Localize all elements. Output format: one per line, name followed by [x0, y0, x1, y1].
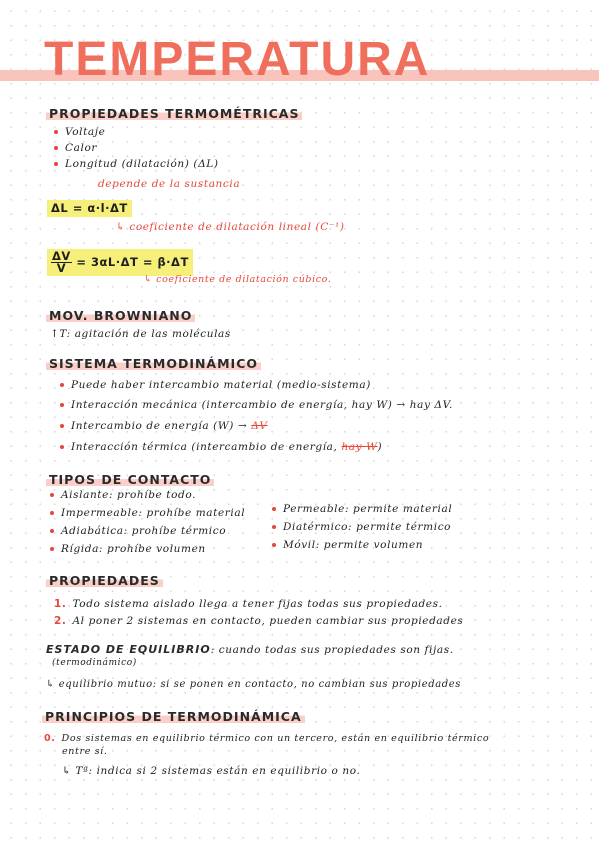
- bullet-icon: [272, 507, 276, 511]
- formula-dilatacion-cubica: $\frac{\Delta V}{V}$ = 3αL·ΔT = β·ΔT: [47, 249, 193, 276]
- bullet-icon: [60, 424, 64, 428]
- bullet-icon: [54, 130, 58, 134]
- bullet-icon: [60, 445, 64, 449]
- section-note: ↳ equilibrio mutuo: si se ponen en contacto, no cambian sus propiedades: [46, 679, 462, 690]
- list-item: Móvil: permite volumen: [272, 539, 423, 552]
- struck-text: hay W: [341, 441, 378, 453]
- list-item: Aislante: prohíbe todo.: [50, 489, 196, 502]
- section-heading-propiedades: PROPIEDADES: [46, 573, 163, 588]
- formula-dilatacion-lineal: ΔL = α·l·ΔT: [47, 200, 132, 217]
- bullet-icon: [272, 543, 276, 547]
- list-item: 2. Al poner 2 sistemas en contacto, pueden cambiar sus propiedades: [54, 615, 464, 627]
- bullet-icon: [272, 525, 276, 529]
- bullet-icon: [50, 529, 54, 533]
- bullet-icon: [54, 146, 58, 150]
- list-item: Diatérmico: permite térmico: [272, 521, 451, 534]
- section-heading-mov-browniano: MOV. BROWNIANO: [46, 308, 195, 323]
- list-item: Permeable: permite material: [272, 503, 452, 516]
- bullet-icon: [60, 403, 64, 407]
- list-item: 1. Todo sistema aislado llega a tener fijas todas sus propiedades.: [54, 598, 443, 610]
- heading-suffix: (termodinámico): [52, 658, 137, 668]
- bullet-icon: [50, 547, 54, 551]
- fraction: $\frac{\Delta V}{V}$: [52, 249, 71, 275]
- bullet-icon: [54, 162, 58, 166]
- bullet-icon: [60, 383, 64, 387]
- struck-text: ΔV: [251, 420, 268, 432]
- page-title: TEMPERATURA: [44, 33, 431, 86]
- section-heading-propiedades-termometricas: PROPIEDADES TERMOMÉTRICAS: [46, 106, 302, 121]
- list-item: Adiabática: prohíbe térmico: [50, 525, 226, 538]
- note-red: depende de la sustancia: [98, 178, 241, 190]
- bullet-icon: [50, 511, 54, 515]
- section-heading-sistema-termodinamico: SISTEMA TERMODINÁMICO: [46, 356, 261, 371]
- list-item: Impermeable: prohíbe material: [50, 507, 245, 520]
- formula-note: ↳ coeficiente de dilatación cúbico.: [144, 274, 332, 285]
- principle-zero: 0. Dos sistemas en equilibrio térmico con un tercero, están en equilibrio térmico: [44, 733, 490, 744]
- list-item: Intercambio de energía (W) → ΔV: [60, 420, 268, 433]
- section-heading-tipos-de-contacto: TIPOS DE CONTACTO: [46, 472, 214, 487]
- list-item: Interacción mecánica (intercambio de energía, hay W) → hay ΔV.: [60, 399, 453, 412]
- principle-zero-cont: entre sí.: [62, 746, 108, 757]
- list-item: Rígida: prohíbe volumen: [50, 543, 206, 556]
- bullet-icon: [50, 493, 54, 497]
- list-item: Puede haber intercambio material (medio-sistema): [60, 379, 371, 392]
- section-text: ↑T: agitación de las moléculas: [50, 328, 231, 340]
- section-heading-principios: PRINCIPIOS DE TERMODINÁMICA: [42, 709, 305, 724]
- list-item: Interacción térmica (intercambio de energía, hay W): [60, 441, 382, 454]
- list-item: Calor: [54, 142, 97, 155]
- list-item: Voltaje: [54, 126, 105, 139]
- estado-equilibrio-line: ESTADO DE EQUILIBRIO: cuando todas sus propiedades son fijas.: [46, 643, 454, 656]
- formula-note: ↳ coeficiente de dilatación lineal (C⁻¹): [116, 221, 345, 233]
- list-item: Longitud (dilatación) (ΔL): [54, 158, 219, 171]
- principle-note: ↳ Tª: indica si 2 sistemas están en equilibrio o no.: [62, 765, 361, 777]
- section-heading-estado-equilibrio: ESTADO DE EQUILIBRIO: [46, 643, 211, 656]
